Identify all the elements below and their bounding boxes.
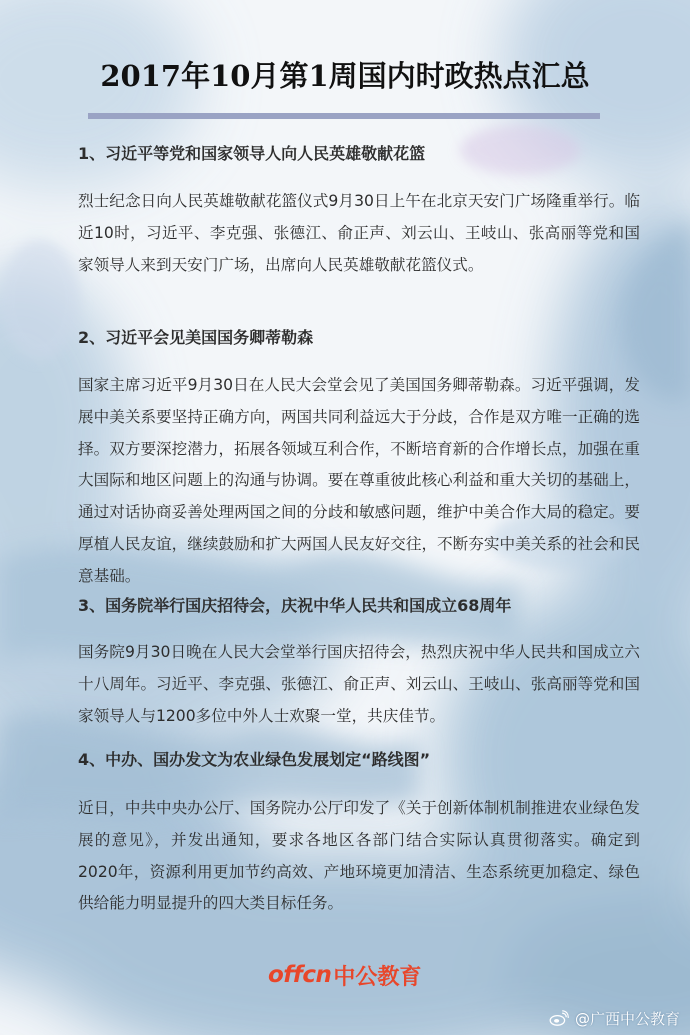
section-heading-3: 3、国务院举行国庆招待会，庆祝中华人民共和国成立68周年 [78,596,512,615]
section-body-3: 国务院9月30日晚在人民大会堂举行国庆招待会，热烈庆祝中华人民共和国成立六十八周年。习近平、李克强、张德江、俞正声、刘云山、王岐山、张高丽等党和国家领导人与1200多位中外人士欢聚一堂，共庆佳节。 [78,643,640,725]
logo-wordmark: offcn [268,962,332,988]
logo-chinese-name: 中公教育 [333,964,422,990]
watermark-text: @广西中公教育 [574,1009,680,1028]
title-underline [88,113,600,119]
section-heading-1: 1、习近平等党和国家领导人向人民英雄敬献花篮 [78,144,426,163]
weibo-watermark [549,1006,680,1030]
section-heading-4: 4、中办、国办发文为农业绿色发展划定“路线图” [78,750,431,769]
section-heading-2: 2、习近平会见美国国务卿蒂勒森 [78,328,314,347]
section-body-1: 烈士纪念日向人民英雄敬献花篮仪式9月30日上午在北京天安门广场隆重举行。临近10时，习近平、李克强、张德江、俞正声、刘云山、王岐山、张高丽等党和国家领导人来到天安门广场，出席向人民英雄敬献花篮仪式。 [78,192,640,274]
offcn-logo [268,958,421,992]
section-body-2: 国家主席习近平9月30日在人民大会堂会见了美国国务卿蒂勒森。习近平强调，发展中美关系要坚持正确方向，两国共同利益远大于分歧，合作是双方唯一正确的选择。双方要深挖潜力，拓展各领域互利合作，不断培育新的合作增长点，加强在重大国际和地区问题上的沟通与协调。要在尊重彼此核心利益和重大关切的基础上，通过对话协商妥善处理两国之间的分歧和敏感问题，维护中美合作大局的稳定。要厚植人民友谊，继续鼓励和扩大两国人民友好交往，不断夯实中美关系的社会和民意基础。 [78,376,640,585]
weibo-icon [549,1010,569,1026]
section-body-4: 近日，中共中央办公厅、国务院办公厅印发了《关于创新体制机制推进农业绿色发展的意见》，并发出通知，要求各地区各部门结合实际认真贯彻落实。确定到2020年，资源利用更加节约高效、产地环境更加清洁、生态系统更加稳定、绿色供给能力明显提升的四大类目标任务。 [78,799,640,913]
page-title: 2017年10月第1周国内时政热点汇总 [100,59,590,93]
